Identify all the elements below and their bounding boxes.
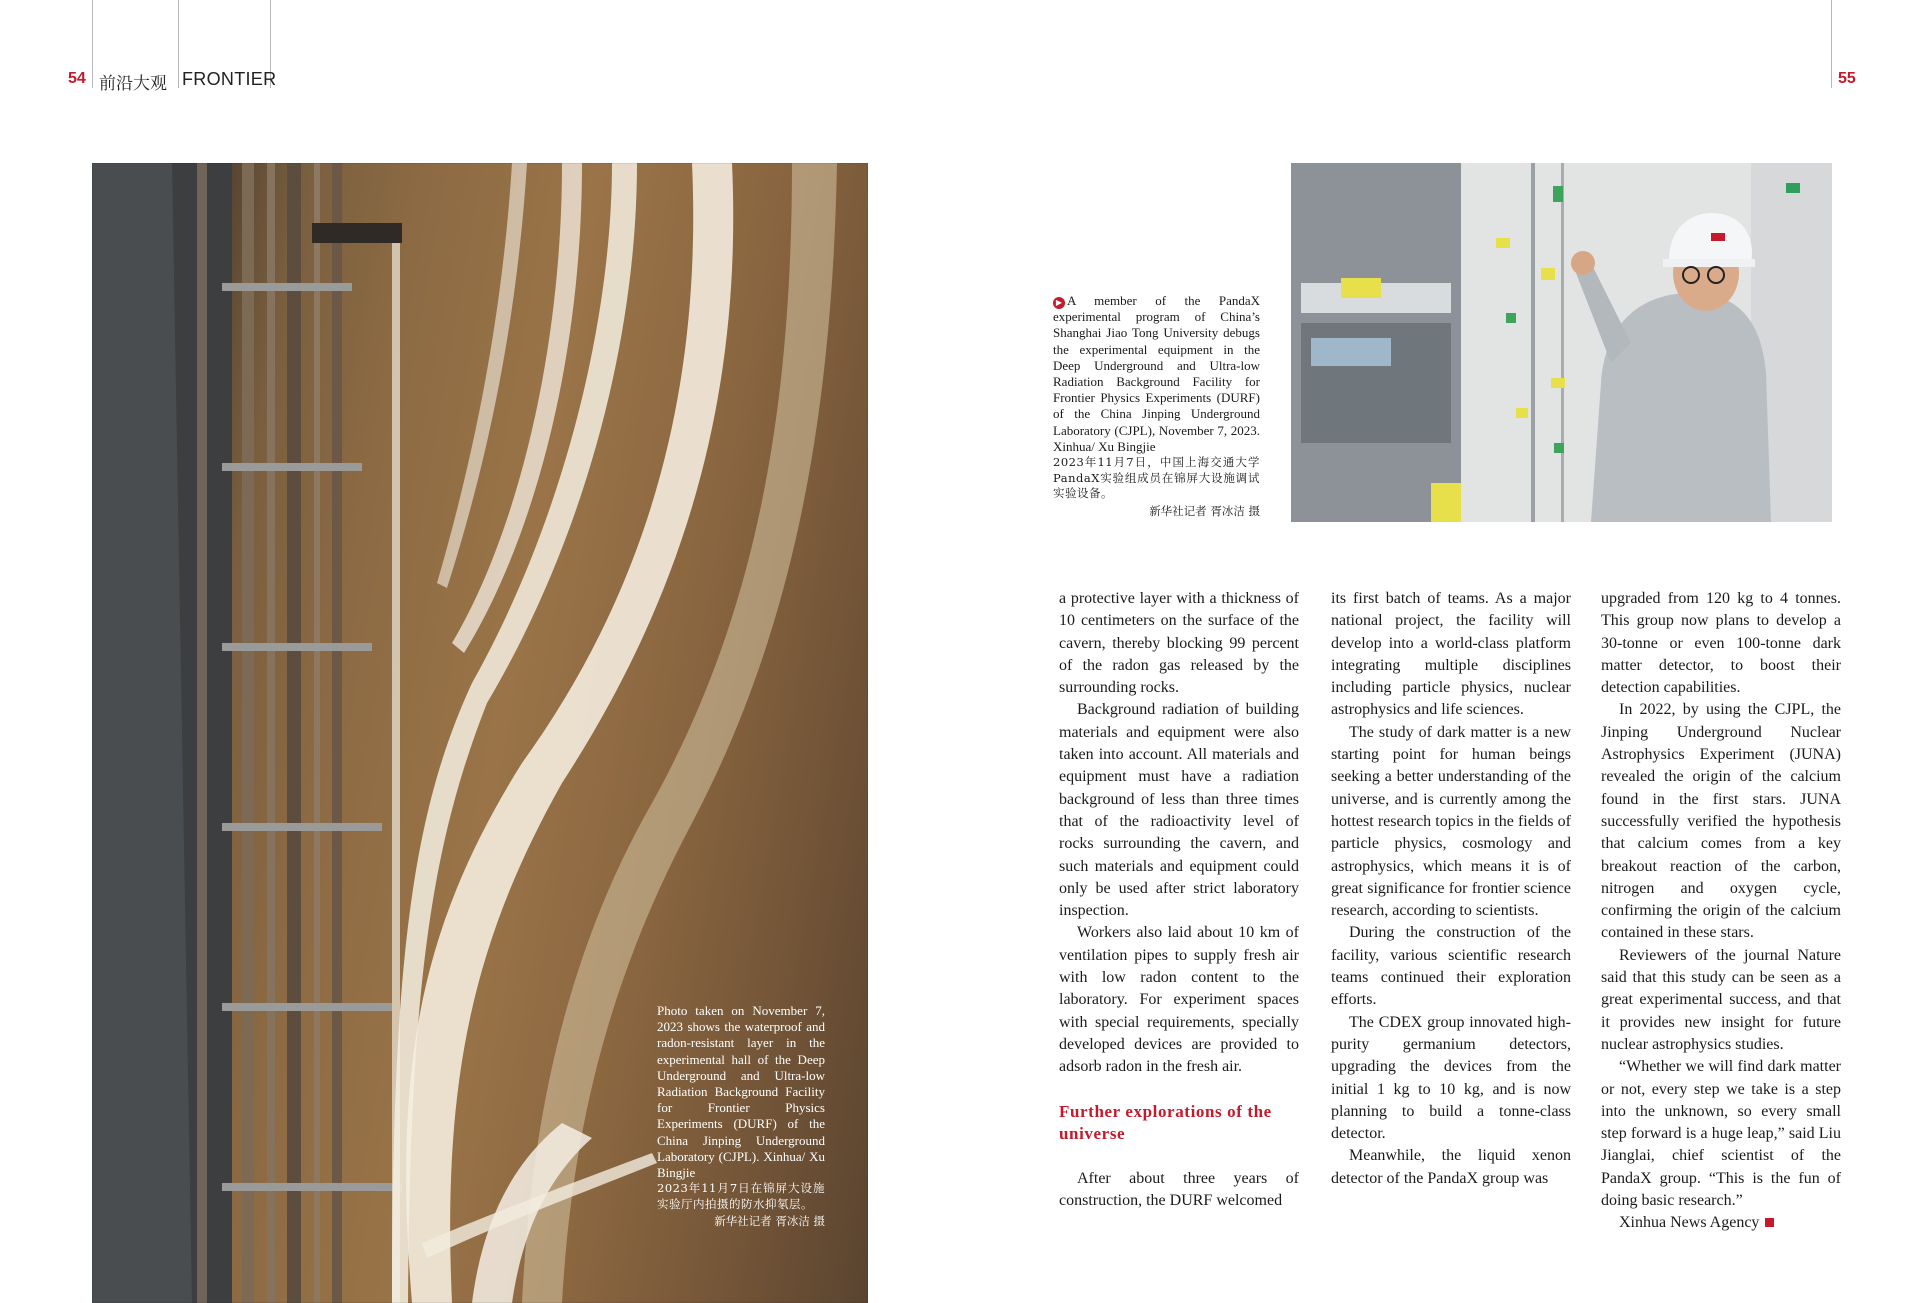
pandax-photo-caption xyxy=(1053,293,1260,519)
paragraph: Reviewers of the journal Nature said that this study can be seen as a great experimental success, and that it provides new insight for future nuclear astrophysics studies. xyxy=(1601,946,1841,1053)
pandax-photo xyxy=(1291,163,1832,522)
paragraph: “Whether we will find dark matter or not, every step we take is a step into the unknown, so every small step forward is a huge leap,” said Liu Jianglai, chief scientist of the PandaX group. “This is the fun of doing basic research.” xyxy=(1601,1058,1841,1210)
cavern-photo-caption xyxy=(657,1003,825,1229)
paragraph: its first batch of teams. As a major national project, the facility will develop into a world-class platform integrating multiple disciplines including particle physics, nuclear astrophysics and life sciences. xyxy=(1331,590,1571,719)
red-arrow-icon: ▶ xyxy=(1053,297,1065,309)
cavern-photo-credit: 新华社记者 胥冰洁 摄 xyxy=(714,1214,825,1229)
paragraph: Workers also laid about 10 km of ventilation pipes to supply fresh air with low radon content to the laboratory. For experiment spaces with special requirements, specially developed devices are provided to adsorb radon in the fresh air. xyxy=(1059,924,1299,1076)
article-column-2 xyxy=(1331,588,1571,1190)
header-rule-4 xyxy=(1831,0,1832,88)
paragraph: Meanwhile, the liquid xenon detector of the PandaX group was xyxy=(1331,1147,1571,1187)
section-title-cn: 前沿大观 xyxy=(99,74,167,94)
byline xyxy=(1601,1212,1841,1234)
end-mark-icon xyxy=(1765,1218,1774,1227)
pandax-photo-illustration xyxy=(1291,163,1832,522)
cavern-photo-caption-cn: 2023年11月7日在锦屏大设施实验厅内拍摄的防水抑氡层。 xyxy=(657,1181,825,1211)
paragraph: After about three years of construction, the DURF welcomed xyxy=(1059,1170,1299,1210)
pandax-caption-en-text: A member of the PandaX experimental program of China’s Shanghai Jiao Tong University debugs the experimental equipment in the Deep Underground and Ultra-low Radiation Background Facility for Frontier Physics Experiments (DURF) of the China Jinping Underground Laboratory (CJPL), November 7, 2023. Xinhua/ Xu Bingjie xyxy=(1053,293,1260,454)
pandax-photo-caption-cn: 2023年11月7日，中国上海交通大学PandaX实验组成员在锦屏大设施调试实验设备。 xyxy=(1053,455,1260,501)
pandax-photo-caption-en xyxy=(1053,293,1260,455)
article-column-1 xyxy=(1059,588,1299,1213)
cavern-photo-caption-en: Photo taken on November 7, 2023 shows the waterproof and radon-resistant layer in the experimental hall of the Deep Underground and Ultra-low Radiation Background Facility for Frontier Physics Experiments (DURF) of the China Jinping Underground Laboratory (CJPL). Xinhua/ Xu Bingjie xyxy=(657,1003,825,1181)
section-title-en: FRONTIER xyxy=(182,69,277,89)
header-rule-1 xyxy=(92,0,93,88)
paragraph: Background radiation of building materials and equipment were also taken into account. All materials and equipment must have a radiation background of less than three times that of the radioactivity level of rocks surrounding the cavern, and such materials and equipment could only be used after strict laboratory inspection. xyxy=(1059,701,1299,920)
pandax-photo-credit: 新华社记者 胥冰洁 摄 xyxy=(1149,503,1260,518)
paragraph: upgraded from 120 kg to 4 tonnes. This group now plans to develop a 30-tonne or even 100-tonne dark matter detector, to boost their detection capabilities. xyxy=(1601,590,1841,697)
right-page-number: 55 xyxy=(1838,70,1856,87)
subheading: Further explorations of the universe xyxy=(1059,1101,1272,1143)
left-page-number: 54 xyxy=(68,70,86,87)
byline-text: Xinhua News Agency xyxy=(1619,1214,1760,1232)
paragraph: a protective layer with a thickness of 10 centimeters on the surface of the cavern, thereby blocking 99 percent of the radon gas released by the surrounding rocks. xyxy=(1059,590,1299,697)
paragraph: The study of dark matter is a new starting point for human beings seeking a better understanding of the universe, and is currently among the hottest research topics in the fields of particle physics, cosmology and astrophysics, which means it is of great significance for frontier science research, according to scientists. xyxy=(1331,723,1571,920)
header-rule-2 xyxy=(178,0,179,88)
paragraph: During the construction of the facility, various scientific research teams continued their exploration efforts. xyxy=(1331,924,1571,1009)
paragraph: In 2022, by using the CJPL, the Jinping Underground Nuclear Astrophysics Experiment (JUNA) revealed the origin of the calcium found in the first stars. JUNA successfully verified the hypothesis that calcium comes from a key breakout reaction of the carbon, nitrogen and oxygen cycle, confirming the origin of the calcium contained in these stars. xyxy=(1601,701,1841,942)
paragraph: The CDEX group innovated high-purity germanium detectors, upgrading the devices from the initial 1 kg to 10 kg, and is now planning to build a tonne-class detector. xyxy=(1331,1013,1571,1143)
article-column-3 xyxy=(1601,588,1841,1235)
